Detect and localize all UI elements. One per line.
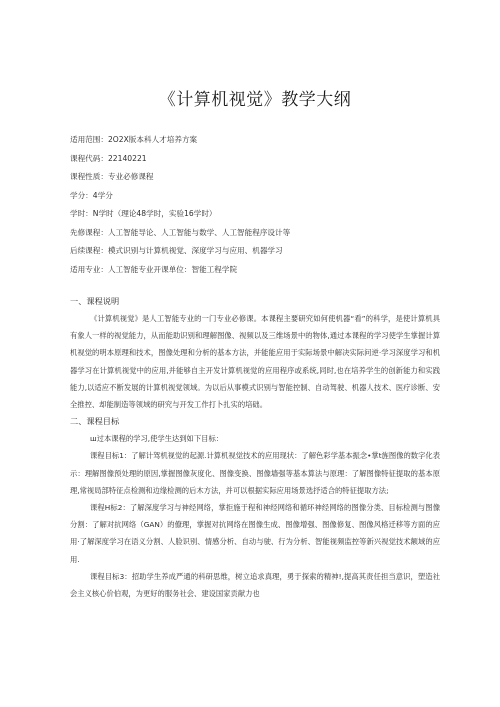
course-description-paragraph: 《计算机视觉》是人工智能专业的一门专业必修课。本课程主要研究如何使机器“看”的科学，是使计算机具有象人一样的视觉能力，从而能助识别和理解图像、视频以及三维场景中的物体,通过本课程的学习使学生掌握计算机视觉的明本原理和技术，图像处理和分析的基本方法，并能能应用于实际场景中解决实际问逆·学习深度学习和机器学习在计算机视觉中的应用,并能够自主开发计算机视觉的应用程序或系统,同时,也在培养学生的创新能力和实践能力,以适应不断发展的计算机视觉领域。为以后从事模式识别与智能控制、自动驾驶、机器人技术、医疗诊断、安全推控、却能制造等领域的研究与开发工作打卜扎实的培础。 xyxy=(70,314,440,410)
section-heading-course-objectives: 二、课程目标 xyxy=(70,416,120,427)
objectives-intro: ш过本课程的学习,使学生达到如下目标： xyxy=(90,434,224,444)
meta-prerequisites: 先修课程：人工智能导论、人工智能与数学、人工智能程序设计等 xyxy=(70,227,291,237)
meta-credits: 学分：4学分 xyxy=(70,190,113,200)
objective-1: 课程目标1：了解计驾机视觉的起源.计算机视觉技术的应用现状：了解色彩学基本振念•掌t旌图像的数字化表示：理解图像预处理的原因,掌握图像灰度化、图像变换、图像墙强等基本算法与原理：了解图像特征提取的基本原理,常视局部特征点检测和边缘检测的后木方法，并可以根据实际应用场景选抒适合的特征提取方法; xyxy=(70,451,440,495)
meta-hours: 学时：N学时（理论48学时，实验16学时） xyxy=(70,209,217,218)
meta-course-code: 课程代码：22140221 xyxy=(70,153,147,163)
meta-follow-up-courses: 后续课程：模式识别与计算机视觉、深度学习与应用、机器学习 xyxy=(70,246,283,255)
section-heading-course-description: 一、课程说明 xyxy=(70,296,120,306)
document-title: 《计算机视觉》教学大纲 xyxy=(158,90,352,110)
objective-2: 课程H标2：了解深度学习与神经网络，掌拒施于程和神经网络和循环神经网络的图像分类、目标检测与图像分割：了解对抗网络（GAN）的僚理，掌握对抗网络在图像生成、图像增强、图像修复、图像风格迁移等方面的应用·了解深度学习在语义分割、人脸识别、情感分析、自动与驶、行为分析、智能视频监控等新兴视觉技术额域的应用. xyxy=(70,503,440,564)
meta-scope: 适用范围：2O2X版本科人才培养方案 xyxy=(70,135,198,144)
meta-course-nature: 课程性质：专业必修课程 xyxy=(70,172,154,181)
course-meta xyxy=(70,131,440,279)
meta-major-and-unit: 适用专业：人工智能专业开课单位：智能工程学院 xyxy=(70,264,238,274)
objective-3: 课程目标3：招助学生养成严通的科研思维，树立追求真理，勇于探索的精神!,提高其责任担当意识，塑造社会主义核心价伯观，为更好的服务社会、建设国家贡献力也 xyxy=(70,571,440,599)
